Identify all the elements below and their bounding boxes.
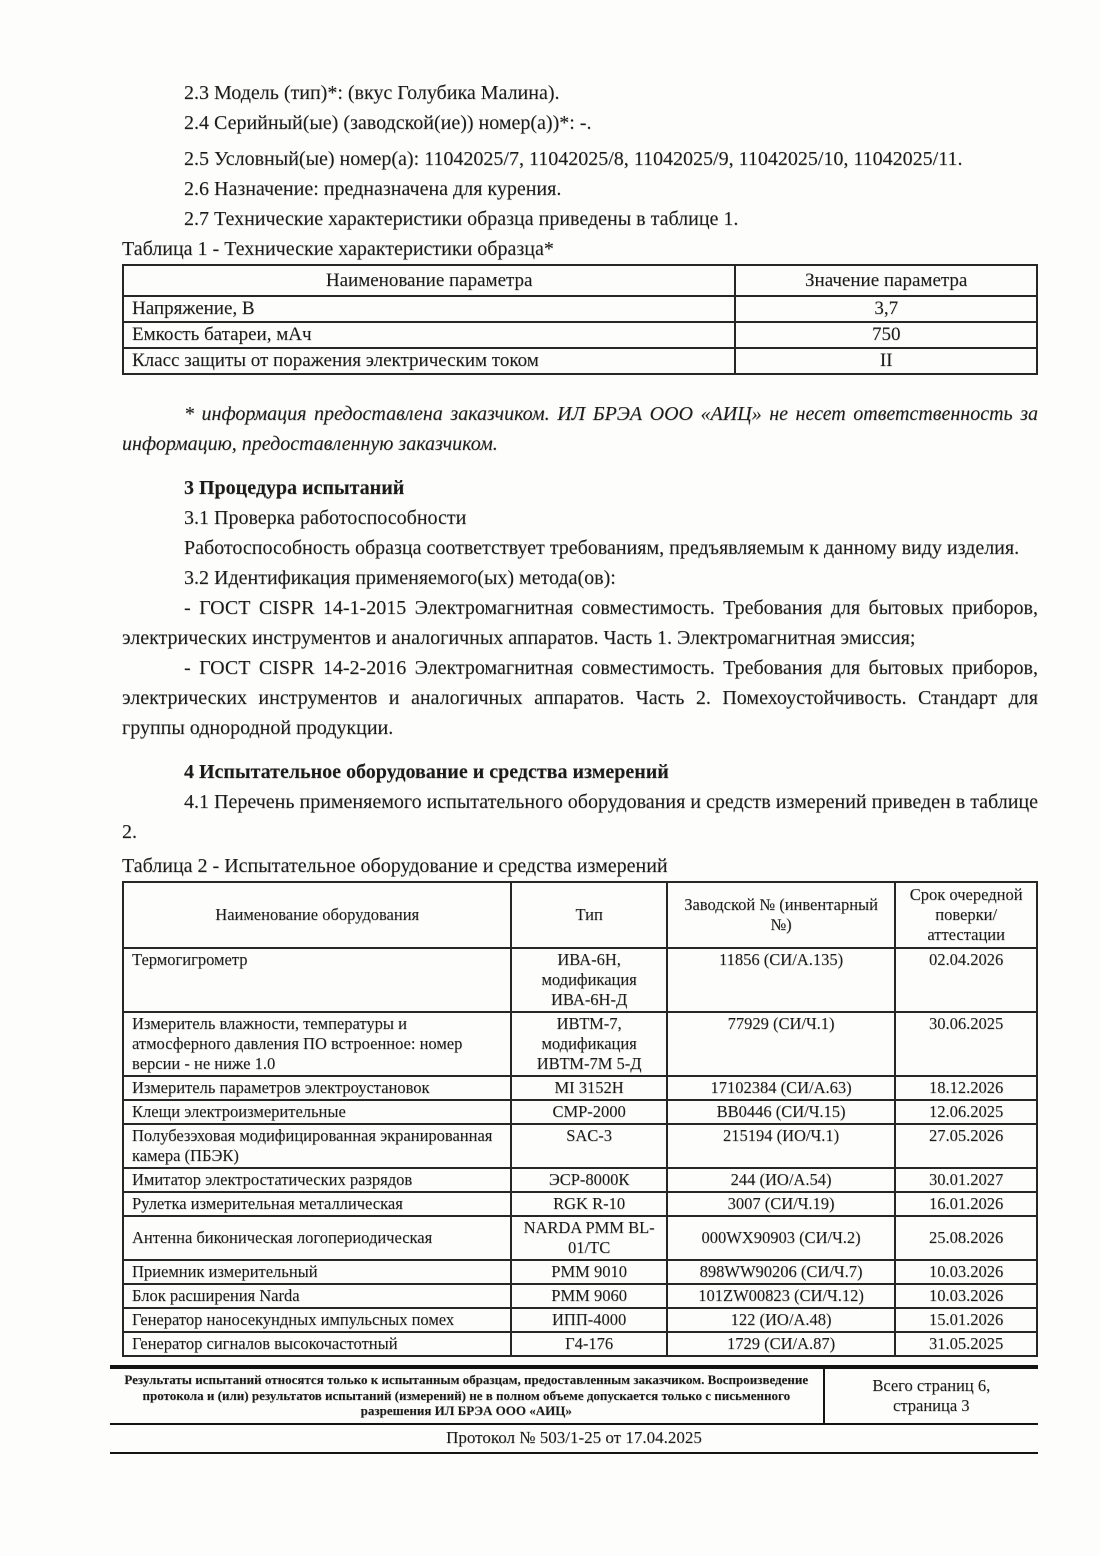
paragraph-2-4: 2.4 Серийный(ые) (заводской(ие)) номер(а))*: -. [184,112,592,134]
equipment-serial-cell: 101ZW00823 (СИ/Ч.12) [667,1284,896,1308]
paragraph-2-7: 2.7 Технические характеристики образца приведены в таблице 1. [184,208,739,230]
table-header-row [123,265,1037,296]
table-2-header-serial: Заводской № (инвентарный №) [667,882,896,948]
equipment-type-cell: ИПП-4000 [511,1308,666,1332]
equipment-date-cell: 10.03.2026 [895,1260,1037,1284]
equipment-serial-cell: 17102384 (СИ/А.63) [667,1076,896,1100]
method-gost-cispr-14-2: - ГОСТ CISPR 14-2-2016 Электромагнитная совместимость. Требования для бытовых приборов, электрических инструментов и аналогичных аппаратов. Часть 2. Помехоустойчивость. Стандарт для группы однородной продукции. [122,657,1038,739]
equipment-name-cell: Генератор наносекундных импульсных помех [123,1308,511,1332]
equipment-type-cell: ИВА-6Н, модификация ИВА-6Н-Д [511,948,666,1012]
equipment-serial-cell: 898WW90206 (СИ/Ч.7) [667,1260,896,1284]
table-row [123,1192,1037,1216]
param-value-cell: 750 [735,322,1037,348]
table-row [123,1012,1037,1076]
equipment-date-cell: 15.01.2026 [895,1308,1037,1332]
customer-info-note: * информация предоставлена заказчиком. ИЛ БРЭА ООО «АИЦ» не несет ответственность за информацию, предоставленную заказчиком. [122,403,1038,455]
param-value-cell: II [735,348,1037,374]
table-row [123,1124,1037,1168]
equipment-date-cell: 10.03.2026 [895,1284,1037,1308]
table-2-equipment [122,881,1038,1357]
table-row [123,1308,1037,1332]
equipment-name-cell: Полубезэховая модифицированная экранированная камера (ПБЭК) [123,1124,511,1168]
table-row [123,1100,1037,1124]
equipment-type-cell: NARDA PMM BL-01/TC [511,1216,666,1260]
equipment-name-cell: Клещи электроизмерительные [123,1100,511,1124]
equipment-date-cell: 31.05.2025 [895,1332,1037,1356]
equipment-serial-cell: 244 (ИО/А.54) [667,1168,896,1192]
equipment-serial-cell: 3007 (СИ/Ч.19) [667,1192,896,1216]
equipment-name-cell: Рулетка измерительная металлическая [123,1192,511,1216]
table-row [123,1260,1037,1284]
paragraph-4-1: 4.1 Перечень применяемого испытательного оборудования и средств измерений приведен в таблице 2. [122,791,1038,843]
equipment-type-cell: MI 3152H [511,1076,666,1100]
method-gost-cispr-14-1: - ГОСТ CISPR 14-1-2015 Электромагнитная совместимость. Требования для бытовых приборов, электрических инструментов и аналогичных аппаратов. Часть 1. Электромагнитная эмиссия; [122,597,1038,649]
param-name-cell: Класс защиты от поражения электрическим током [123,348,735,374]
equipment-type-cell: ИВТМ-7, модификация ИВТМ-7М 5-Д [511,1012,666,1076]
paragraph-2-6: 2.6 Назначение: предназначена для курения. [184,178,562,200]
table-row [123,1216,1037,1260]
equipment-serial-cell: 122 (ИО/А.48) [667,1308,896,1332]
table-row [123,1168,1037,1192]
equipment-name-cell: Приемник измерительный [123,1260,511,1284]
equipment-serial-cell: 77929 (СИ/Ч.1) [667,1012,896,1076]
param-value-cell: 3,7 [735,296,1037,322]
equipment-type-cell: СМР-2000 [511,1100,666,1124]
equipment-serial-cell: 000WX90903 (СИ/Ч.2) [667,1216,896,1260]
equipment-date-cell: 27.05.2026 [895,1124,1037,1168]
table-1-caption: Таблица 1 - Технические характеристики образца* [122,238,554,260]
equipment-serial-cell: 215194 (ИО/Ч.1) [667,1124,896,1168]
equipment-type-cell: Г4-176 [511,1332,666,1356]
equipment-name-cell: Измеритель параметров электроустановок [123,1076,511,1100]
equipment-type-cell: PMM 9060 [511,1284,666,1308]
section-3-heading: 3 Процедура испытаний [184,477,405,499]
paragraph-3-1-text: Работоспособность образца соответствует требованиям, предъявляемым к данному виду изделия. [184,537,1020,559]
equipment-type-cell: SAC-3 [511,1124,666,1168]
paragraph-2-3: 2.3 Модель (тип)*: (вкус Голубика Малина). [184,82,560,104]
equipment-date-cell: 25.08.2026 [895,1216,1037,1260]
paragraph-2-5: 2.5 Условный(ые) номер(а): 11042025/7, 11042025/8, 11042025/9, 11042025/10, 11042025/11. [184,148,963,170]
footer-disclaimer: Результаты испытаний относятся только к испытанным образцам, предоставленным заказчиком. Воспроизведение протокола и (или) результатов испытаний (измерений) не в полном объеме допускается только с письменного разрешения ИЛ БРЭА ООО «АИЦ» [110,1369,825,1423]
table-row [123,348,1037,374]
equipment-type-cell: ЭСР-8000К [511,1168,666,1192]
equipment-name-cell: Имитатор электростатических разрядов [123,1168,511,1192]
equipment-date-cell: 30.06.2025 [895,1012,1037,1076]
table-2-header-equipment-name: Наименование оборудования [123,882,511,948]
table-row [123,1076,1037,1100]
table-1-technical-characteristics [122,264,1038,375]
table-header-row [123,882,1037,948]
param-name-cell: Емкость батареи, мАч [123,322,735,348]
table-row [123,322,1037,348]
equipment-serial-cell: 11856 (СИ/А.135) [667,948,896,1012]
table-2-header-type: Тип [511,882,666,948]
equipment-date-cell: 30.01.2027 [895,1168,1037,1192]
equipment-date-cell: 02.04.2026 [895,948,1037,1012]
equipment-date-cell: 12.06.2025 [895,1100,1037,1124]
equipment-date-cell: 18.12.2026 [895,1076,1037,1100]
table-2-caption: Таблица 2 - Испытательное оборудование и средства измерений [122,855,668,877]
equipment-type-cell: PMM 9010 [511,1260,666,1284]
table-row [123,296,1037,322]
footer-pages-info: Всего страниц 6, страница 3 [872,1375,991,1415]
paragraph-3-2: 3.2 Идентификация применяемого(ых) метода(ов): [184,567,616,589]
equipment-serial-cell: ВВ0446 (СИ/Ч.15) [667,1100,896,1124]
table-row [123,1332,1037,1356]
page-footer [110,1365,1038,1454]
equipment-date-cell: 16.01.2026 [895,1192,1037,1216]
table-1-header-param-name: Наименование параметра [123,265,735,296]
section-4-heading: 4 Испытательное оборудование и средства измерений [184,761,669,783]
table-2-header-verification-date: Срок очередной поверки/ аттестации [895,882,1037,948]
equipment-serial-cell: 1729 (СИ/А.87) [667,1332,896,1356]
footer-top-row [110,1369,1038,1425]
table-1-header-param-value: Значение параметра [735,265,1037,296]
table-row [123,948,1037,1012]
param-name-cell: Напряжение, В [123,296,735,322]
equipment-name-cell: Термогигрометр [123,948,511,1012]
table-row [123,1284,1037,1308]
footer-protocol-number: Протокол № 503/1-25 от 17.04.2025 [446,1427,702,1447]
equipment-name-cell: Измеритель влажности, температуры и атмосферного давления ПО встроенное: номер версии - не ниже 1.0 [123,1012,511,1076]
paragraph-3-1: 3.1 Проверка работоспособности [184,507,467,529]
equipment-name-cell: Антенна биконическая логопериодическая [123,1216,511,1260]
equipment-name-cell: Генератор сигналов высокочастотный [123,1332,511,1356]
equipment-type-cell: RGK R-10 [511,1192,666,1216]
equipment-name-cell: Блок расширения Narda [123,1284,511,1308]
